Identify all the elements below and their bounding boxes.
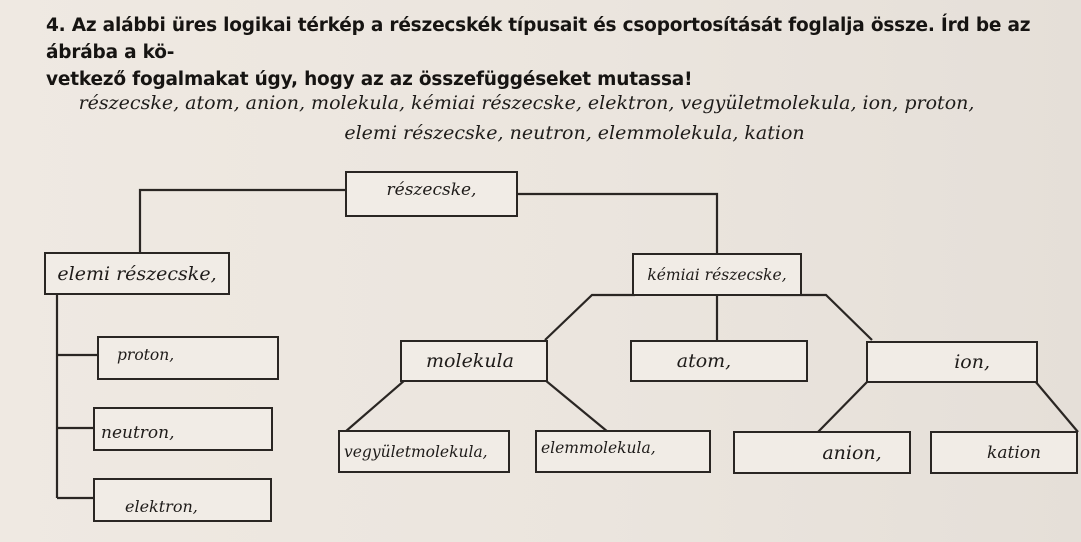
node-atom-label: atom, [676,350,732,372]
node-proton [97,336,279,380]
node-compound-molecule [338,430,510,473]
node-compound-molecule-label: vegyületmolekula, [344,442,488,461]
node-element-molecule [535,430,711,473]
node-cation-label: kation [987,442,1041,463]
node-cation [930,431,1078,474]
node-elementary-particle-label: elemi részecske, [57,262,217,285]
node-chemical-particle [632,253,802,296]
term-list-line1: részecske, atom, anion, molekula, kémiai részecske, elektron, vegyületmolekula, ion, proton, [78,92,975,114]
exercise-title-line2: vetkező fogalmakat úgy, hogy az az összefüggéseket mutassa! [46,69,693,90]
node-neutron-label: neutron, [101,423,175,443]
node-ion-label: ion, [954,351,990,373]
node-anion-label: anion, [822,441,882,464]
node-anion [733,431,911,474]
node-root [345,171,518,217]
node-atom [630,340,808,382]
node-element-molecule-label: elemmolekula, [541,438,656,457]
node-elementary-particle [44,252,230,295]
node-molecule-label: molekula [426,350,514,372]
node-electron-label: elektron, [125,496,198,516]
node-neutron [93,407,273,451]
node-ion [866,341,1038,383]
node-root-label: részecske, [386,180,477,200]
node-molecule [400,340,548,382]
node-chemical-particle-label: kémiai részecske, [647,265,787,284]
node-electron [93,478,272,522]
node-proton-label: proton, [117,346,175,364]
term-list-line2: elemi részecske, neutron, elemmolekula, kation [344,122,805,144]
exercise-title-line1: 4. Az alábbi üres logikai térkép a részecskék típusait és csoportosítását foglalja össze. Írd be az ábrába a kö- [46,15,1031,63]
